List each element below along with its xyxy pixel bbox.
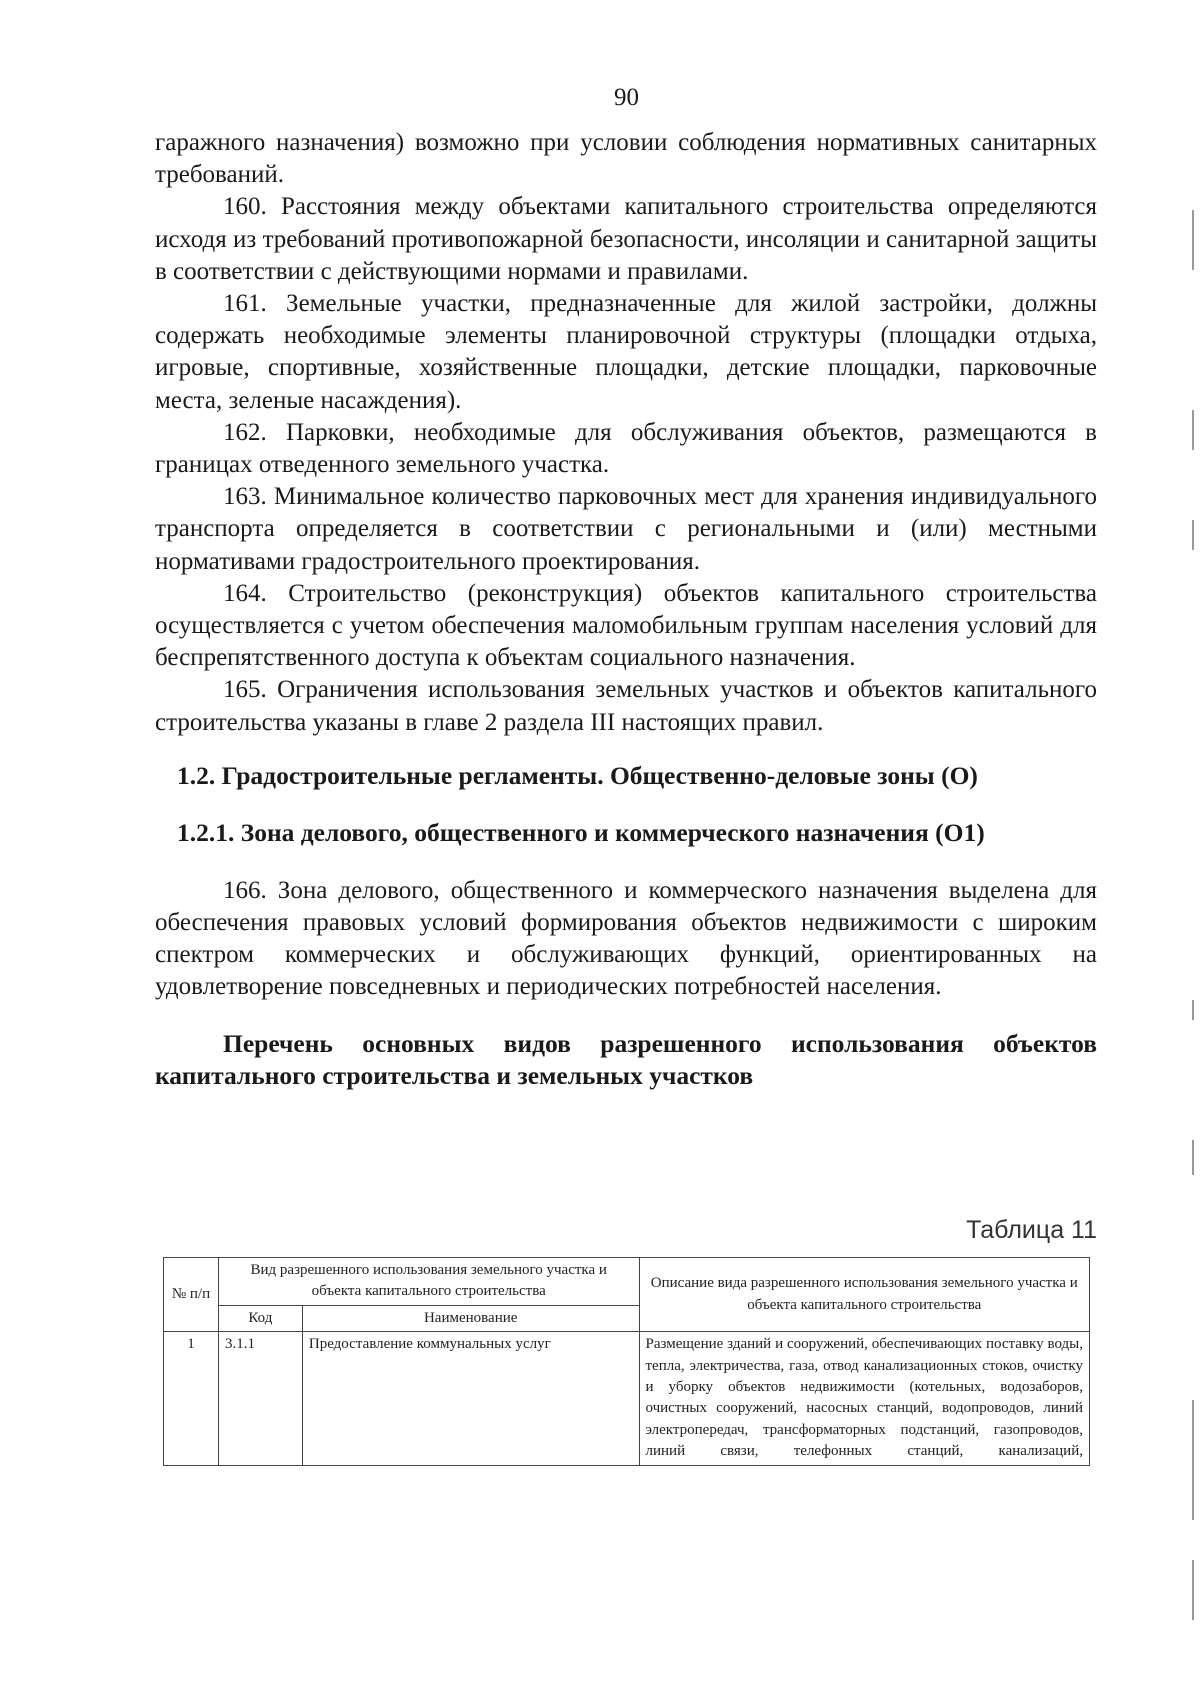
header-use-type: Вид разрешенного использования земельного участка и объекта капитального строительства xyxy=(218,1258,639,1306)
paragraph: 160. Расстояния между объектами капитального строительства определяются исходя из требований противопожарной безопасности, инсоляции и санитарной защиты в соответствии с действующими нормами и правилами. xyxy=(155,193,1097,285)
header-description: Описание вида разрешенного использования земельного участка и объекта капитального строительства xyxy=(639,1258,1090,1332)
scan-mark xyxy=(1192,210,1194,270)
paragraph: 166. Зона делового, общественного и коммерческого назначения выделена для обеспечения правовых условий формирования объектов недвижимости с широким спектром коммерческих и обслуживающих функций, ориентированных на удовлетворение повседневных и периодических потребностей населения. xyxy=(155,876,1097,1001)
header-num: № п/п xyxy=(164,1258,219,1332)
paragraph: 162. Парковки, необходимые для обслуживания объектов, размещаются в границах отведенного земельного участка. xyxy=(155,418,1097,479)
page-number: 90 xyxy=(614,84,639,111)
scan-mark xyxy=(1192,1000,1194,1020)
cell-description: Размещение зданий и сооружений, обеспечивающих поставку воды, тепла, электричества, газа, отвод канализационных стоков, очистку и уборку объектов недвижимости (котельных, водозаборов, очистных сооружений, насосных станций, водопроводов, линий электропередач, трансформаторных подстанций, газопроводов, линий связи, телефонных станций, канализаций, xyxy=(639,1332,1090,1465)
section-heading: 1.2. Градостроительные регламенты. Общественно-деловые зоны (О) xyxy=(177,760,978,790)
table-row xyxy=(164,1332,1090,1465)
paragraph: 163. Минимальное количество парковочных мест для хранения индивидуального транспорта определяется в соответствии с региональными и (или) местными нормативами градостроительного проектирования. xyxy=(155,483,1097,575)
scan-edge-marks xyxy=(1188,0,1200,1697)
document-body xyxy=(155,127,1097,1092)
scan-mark xyxy=(1192,1400,1194,1520)
scan-mark xyxy=(1192,520,1194,550)
table-caption: Таблица 11 xyxy=(966,1216,1097,1244)
subsection-heading: 1.2.1. Зона делового, общественного и коммерческого назначения (О1) xyxy=(177,817,985,847)
cell-name: Предоставление коммунальных услуг xyxy=(302,1332,639,1465)
cell-code: 3.1.1 xyxy=(218,1332,302,1465)
header-name: Наименование xyxy=(302,1305,639,1331)
paragraph: гаражного назначения) возможно при условии соблюдения нормативных санитарных требований. xyxy=(155,129,1097,189)
regulations-table xyxy=(163,1257,1090,1466)
scan-mark xyxy=(1192,410,1194,450)
cell-num: 1 xyxy=(164,1332,219,1465)
paragraph: 161. Земельные участки, предназначенные для жилой застройки, должны содержать необходимые элементы планировочной структуры (площадки отдыха, игровые, спортивные, хозяйственные площадки, детские площадки, парковочные места, зеленые насаждения). xyxy=(155,290,1097,414)
header-code: Код xyxy=(218,1305,302,1331)
scan-mark xyxy=(1192,1560,1194,1620)
paragraph: 165. Ограничения использования земельных участков и объектов капитального строительства указаны в главе 2 раздела III настоящих правил. xyxy=(155,676,1097,736)
scan-mark xyxy=(1192,1140,1194,1175)
table-header-row xyxy=(164,1258,1090,1306)
list-title: Перечень основных видов разрешенного использования объектов капитального строительства и земельных участков xyxy=(155,1028,1097,1090)
paragraph: 164. Строительство (реконструкция) объектов капитального строительства осуществляется с учетом обеспечения маломобильным группам населения условий для беспрепятственного доступа к объектам социального назначения. xyxy=(155,579,1097,672)
